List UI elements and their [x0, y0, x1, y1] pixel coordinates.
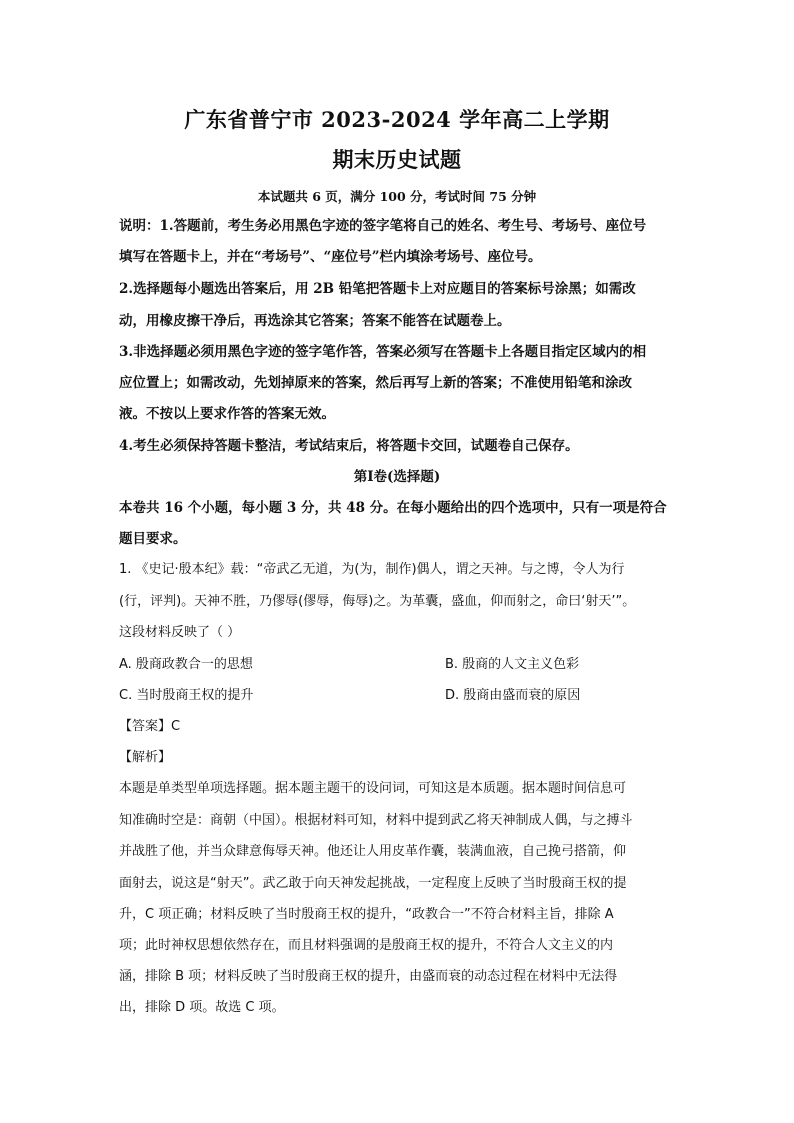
instruction-line: 液。不按以上要求作答的答案无效。: [119, 406, 335, 422]
option-d: D. 殷商由盛而衰的原因: [445, 688, 581, 703]
analysis-line: 知准确时空是：商朝（中国）。根据材料可知，材料中提到武乙将天神制成人偶，与之搏斗: [119, 813, 633, 828]
analysis-line: 涵，排除 B 项；材料反映了当时殷商王权的提升，由盛而衰的动态过程在材料中无法得: [119, 969, 618, 984]
instruction-line: 应位置上；如需改动，先划掉原来的答案，然后再写上新的答案；不准使用铅笔和涂改: [119, 375, 632, 391]
analysis-label: 【解析】: [119, 750, 172, 765]
instruction-line: 4.考生必须保持答题卡整洁，考试结束后，将答题卡交回，试题卷自己保存。: [119, 438, 579, 454]
question-stem-line: 1. 《史记·殷本纪》载：“帝武乙无道，为(为，制作)偶人，谓之天神。与之博，令人为行: [119, 562, 625, 577]
option-b: B. 殷商的人文主义色彩: [445, 657, 580, 672]
question-stem-line: (行，评判)。天神不胜，乃僇辱(僇辱，侮辱)之。为革囊，盛血，仰而射之，命曰‘射天’”。: [119, 594, 636, 609]
analysis-line: 并战胜了他，并当众肆意侮辱天神。他还让人用皮革作囊，装满血液，自己挽弓搭箭，仰: [119, 844, 627, 859]
question-stem-line: 这段材料反映了（ ）: [119, 625, 241, 640]
instruction-line: 3.非选择题必须用黑色字迹的签字笔作答，答案必须写在答题卡上各题目指定区域内的相: [119, 344, 647, 360]
instruction-line: 说明：1.答题前，考生务必用黑色字迹的签字笔将自己的姓名、考生号、考场号、座位号: [119, 218, 647, 234]
option-a: A. 殷商政教合一的思想: [119, 657, 253, 672]
section-intro-line: 题目要求。: [119, 531, 187, 547]
analysis-line: 项；此时神权思想依然存在，而且材料强调的是殷商王权的提升，不符合人文主义的内: [119, 938, 614, 953]
exam-info: 本试题共 6 页，满分 100 分，考试时间 75 分钟: [257, 189, 537, 204]
instruction-line: 动，用橡皮擦干净后，再选涂其它答案；答案不能答在试题卷上。: [119, 313, 511, 329]
analysis-line: 升，C 项正确；材料反映了当时殷商王权的提升，“政教合一”不符合材料主旨，排除 A: [119, 907, 614, 922]
exam-title: 广东省普宁市 2023-2024 学年高二上学期: [184, 107, 610, 132]
analysis-line: 出，排除 D 项。故选 C 项。: [119, 1000, 285, 1015]
answer-line: 【答案】C: [119, 719, 181, 734]
option-c: C. 当时殷商王权的提升: [119, 688, 254, 703]
instruction-line: 2.选择题每小题选出答案后，用 2B 铅笔把答题卡上对应题目的答案标号涂黑；如需改: [119, 281, 636, 297]
instruction-line: 填写在答题卡上，并在“考场号”、“座位号”栏内填涂考场号、座位号。: [119, 249, 542, 265]
exam-title-line2: 期末历史试题: [332, 147, 462, 172]
section-intro-line: 本卷共 16 个小题，每小题 3 分，共 48 分。在每小题给出的四个选项中，只有一项是符合: [119, 500, 667, 516]
section-heading: 第Ⅰ卷(选择题): [353, 469, 441, 485]
analysis-line: 面射去，说这是“射天”。武乙敢于向天神发起挑战，一定程度上反映了当时殷商王权的提: [119, 876, 627, 891]
analysis-line: 本题是单类型单项选择题。据本题主题干的设问词，可知这是本质题。据本题时间信息可: [119, 781, 627, 796]
